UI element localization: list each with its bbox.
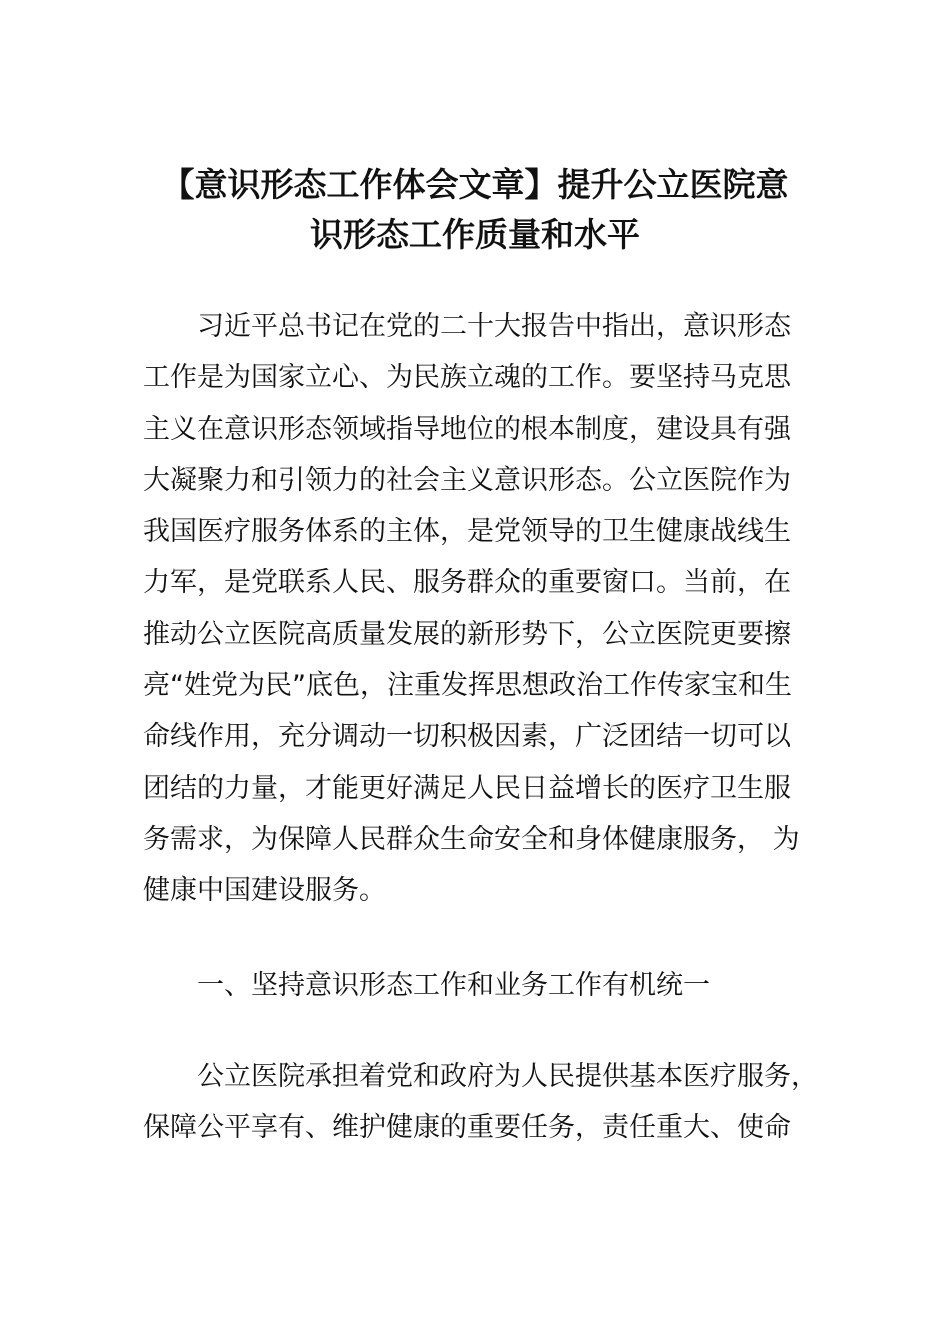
paragraph-section-1 — [143, 1051, 818, 1154]
section-heading-text: 一、坚持意识形态工作和业务工作有机统一 — [143, 970, 710, 1001]
paragraph-line: 习近平总书记在党的二十大报告中指出，意识形态 — [143, 311, 791, 342]
paragraph-line: 健康中国建设服务。 — [143, 875, 386, 907]
title-line-2: 识形态工作质量和水平 — [310, 215, 640, 254]
paragraph-line: 保障公平享有、维护健康的重要任务，责任重大、使命 — [143, 1112, 791, 1144]
paragraph-line: 主义在意识形态领域指导地位的根本制度，建设具有强 — [143, 413, 791, 445]
paragraph-line: 公立医院承担着党和政府为人民提供基本医疗服务， — [143, 1061, 818, 1092]
section-heading-1 — [143, 960, 813, 1011]
title-line-1: 【意识形态工作体会文章】提升公立医院意 — [161, 165, 789, 204]
paragraph-line: 务需求，为保障人民群众生命安全和身体健康服务， 为 — [143, 823, 800, 855]
paragraph-intro — [143, 301, 813, 917]
paragraph-line: 推动公立医院高质量发展的新形势下，公立医院更要擦 — [143, 618, 791, 650]
document-title — [140, 160, 810, 260]
paragraph-line: 亮“姓党为民”底色，注重发挥思想政治工作传家宝和生 — [143, 670, 792, 702]
paragraph-line: 工作是为国家立心、为民族立魂的工作。要坚持马克思 — [143, 362, 791, 394]
paragraph-line: 团结的力量，才能更好满足人民日益增长的医疗卫生服 — [143, 772, 791, 804]
paragraph-line: 力军，是党联系人民、服务群众的重要窗口。当前，在 — [143, 567, 791, 599]
paragraph-line: 大凝聚力和引领力的社会主义意识形态。公立医院作为 — [143, 464, 791, 496]
paragraph-line: 我国医疗服务体系的主体，是党领导的卫生健康战线生 — [143, 516, 791, 548]
paragraph-line: 命线作用，充分调动一切积极因素，广泛团结一切可以 — [143, 721, 791, 753]
